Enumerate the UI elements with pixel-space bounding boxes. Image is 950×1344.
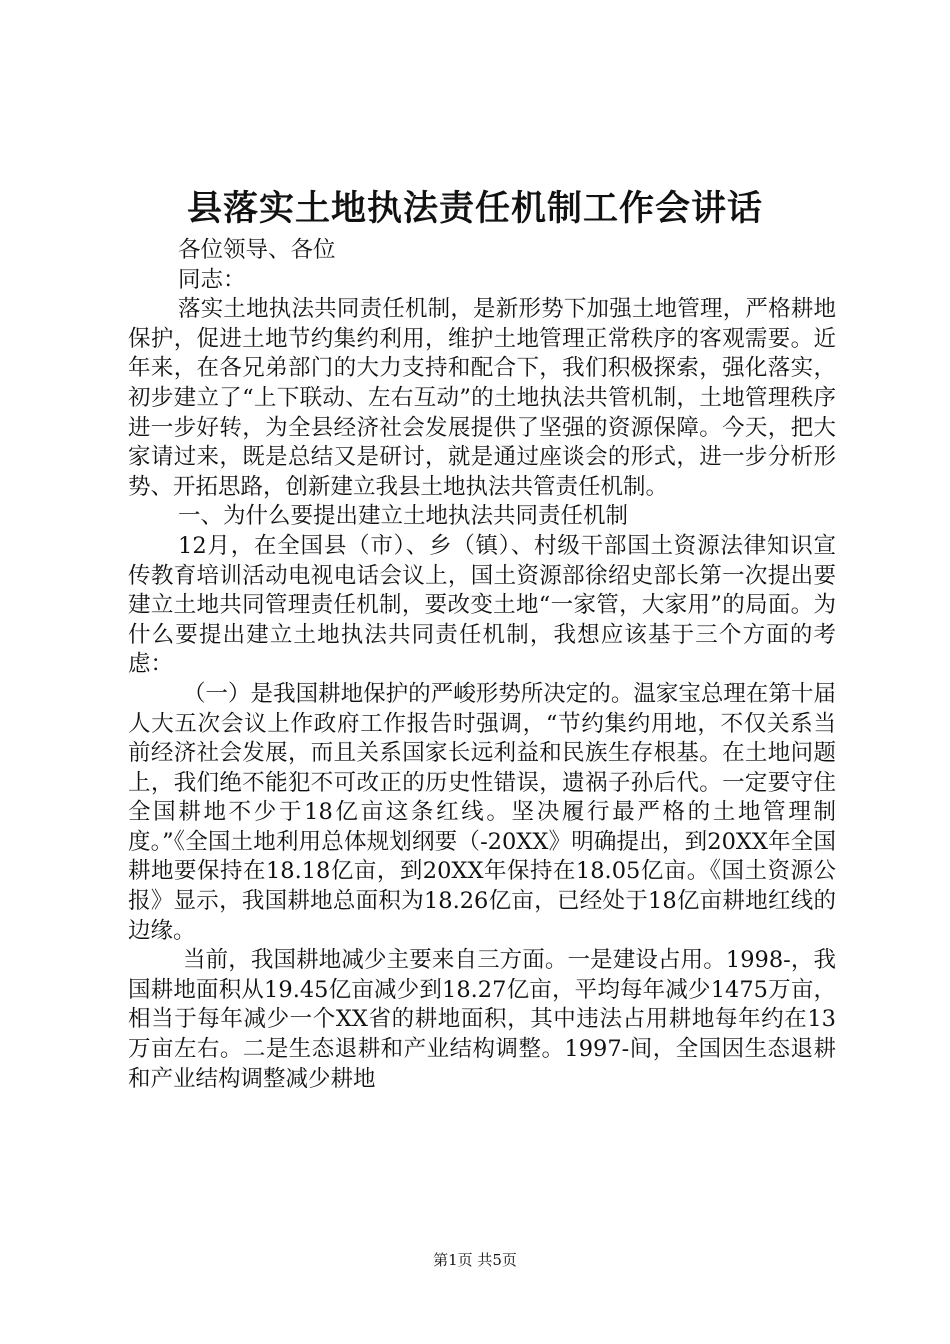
document-title: 县落实土地执法责任机制工作会讲话: [186, 189, 763, 229]
salutation-line-2: 同志：: [178, 266, 246, 293]
document-body: [128, 236, 836, 1094]
paragraph: （一）是我国耕地保护的严峻形势所决定的。温家宝总理在第十届人大五次会议上作政府工作报告时强调，“节约集约用地，不仅关系当前经济社会发展，而且关系国家长远利益和民族生存根基。在土地问题上，我们绝不能犯不可改正的历史性错误，遗祸子孙后代。一定要守住全国耕地不少于18亿亩这条红线。坚决履行最严格的土地管理制度。”《全国土地利用总体规划纲要（-20XX》明确提出，到20XX年全国耕地要保持在18.18亿亩，到20XX年保持在18.05亿亩。《国土资源公报》显示，我国耕地总面积为18.26亿亩，已经处于18亿亩耕地红线的边缘。: [128, 680, 836, 944]
paragraph: 落实土地执法共同责任机制，是新形势下加强土地管理，严格耕地保护，促进土地节约集约利用，维护土地管理正常秩序的客观需要。近年来，在各兄弟部门的大力支持和配合下，我们积极探索，强化落实，初步建立了“上下联动、左右互动”的土地执法共管机制，土地管理秩序进一步好转，为全县经济社会发展提供了坚强的资源保障。今天，把大家请过来，既是总结又是研讨，就是通过座谈会的形式，进一步分析形势、开拓思路，创新建立我县土地执法共管责任机制。: [128, 296, 836, 500]
salutation-line-1: 各位领导、各位: [178, 237, 336, 263]
page-number-footer: 第1页 共5页: [433, 1251, 517, 1269]
paragraph: 当前，我国耕地减少主要来自三方面。一是建设占用。1998-，我国耕地面积从19.45亿亩减少到18.27亿亩，平均每年减少1475万亩，相当于每年减少一个XX省的耕地面积，其中违法占用耕地每年约在13万亩左右。二是生态退耕和产业结构调整。1997-间，全国因生态退耕和产业结构调整减少耕地: [128, 947, 836, 1092]
section-heading: 一、为什么要提出建立土地执法共同责任机制: [178, 503, 629, 530]
paragraph: 12月，在全国县（市）、乡（镇）、村级干部国土资源法律知识宣传教育培训活动电视电话会议上，国土资源部徐绍史部长第一次提出要建立土地共同管理责任机制，要改变土地“一家管，大家用”的局面。为什么要提出建立土地执法共同责任机制，我想应该基于三个方面的考虑：: [128, 532, 836, 678]
